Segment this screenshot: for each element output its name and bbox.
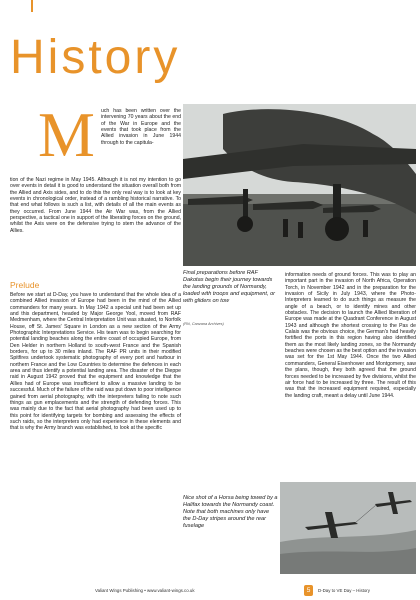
page-title: History [10, 31, 181, 84]
intro-text-continued: tion of the Nazi regime in May 1945. Although it is not my intention to go over events in detail it is good to understand the situation overall both from the Allied and Axis sides, and to do this the only real way is to look at key events in chronological order, instead of a rambling historical narrative. To that end what follows is such a list, with details of all the main events as they occurred. From June 1944 the Air War was, from the Allied perspective, a tactical one in support of the liberating forces on the ground, whilst the Axis were on the defensive trying to stem the advance of the Allies. [10, 177, 181, 234]
dropcap: M [38, 99, 95, 170]
photo-caption-2: Nice shot of a Horsa being towed by a Halifax towards the Normandy coast. Note that both machines only have the D-Day stripes around the rear fuselage [183, 495, 278, 530]
right-column-text: information needs of ground forces. This was to play an important part in the invasion of North Africa, Operation Torch, in November 1942 and in the preparation for the invasion of Sicily in July 1943, where the Photo-Interpreters learned to do such things as measure the angle of a beach, or to identify mines and other obstacles. The decision to launch the Allied liberation of Europe was made at the Quadrant Conference in August 1943 and although the shortest crossing to the Pas de Calais was the obvious choice, the German's had heavily fortified the ports in this region having also identified them as the most likely landing zones, so the Normandy beaches were chosen as the best option and the invasion was set for the 1st May 1944. Once the two Allied commanders, General Eisenhower and Montgomery, saw the plans, though, they both agreed that the ground forces needed to be increased by five divisions, whilst the air force had to be increased by three. The result of this was that the increased equipment required, especially the landing craft, meant a delay until June 1944. [285, 272, 416, 399]
heading-tick [31, 0, 33, 12]
horsa-photo-art [280, 482, 416, 574]
photo-credit-1: (RN, Canzana Archives) [183, 322, 224, 326]
footer-publisher: Valiant Wings Publishing • www.valiant-wings.co.uk [95, 588, 195, 593]
dakota-photo-art [183, 104, 416, 266]
page-footer [0, 585, 420, 597]
prelude-text: Before we start at D-Day, you have to understand that the whole idea of a combined Allied invasion of Europe had been in the mind of the Allied commanders for many years. In May 1942 a special unit had been set up and this department, headed by Major George Yool, moved from RAF Medmenham, where the Central Interpretation Unit was situated, to Norfolk House, off St. James' Square in London as a new section of the Army Photographic Interpretations Service. His team was to begin searching for potential landing beaches along the entire coast of occupied Europe, from Den Helder in northern Holland to south-west France and the Spanish borders, for up to 30 miles inland. The RAF PR units in their modified Spitfires undertook systematic photography of every port and harbour in northern France and the Low Countries to determine the defences in each area and thus identify a potential landing area. The disaster of the Dieppe raid in August 1942 proved that the equipment and knowledge that the Allies had of Europe was insufficient to allow a massive landing to be successful. Much of the failure of the raid was put down to poor intelligence gained from aerial photography, with the interpreters failing to note such things as gun emplacements and the strength of defending forces. This was mainly due to the fact that aerial photography had been used up to this point for identifying targets for bombing and assessing the effects of such raids, so the interpreters only had experience in these elements and that is why the Army branch was established, to look at the specific [10, 292, 181, 432]
horsa-photo [280, 482, 416, 574]
dakota-photo [183, 104, 416, 266]
intro-paragraph-indented [101, 108, 181, 146]
footer-title: D-Day to VE Day – History [318, 588, 370, 593]
section-heading: Prelude [10, 280, 40, 290]
photo-caption-1: Final preparations before RAF Dakotas begin their journey towards the landing grounds of Normandy, loaded with troops and equipment, or with gliders on tow [183, 270, 276, 305]
intro-paragraph [10, 177, 181, 234]
prelude-column [10, 292, 181, 432]
intro-text-start: uch has been written over the intervening 70 years about the end of the War in Europe and the events that took place from the Allied invasion in June 1944 through to the capitula- [101, 108, 181, 146]
right-column [285, 272, 416, 399]
page-number: 5 [304, 585, 313, 596]
